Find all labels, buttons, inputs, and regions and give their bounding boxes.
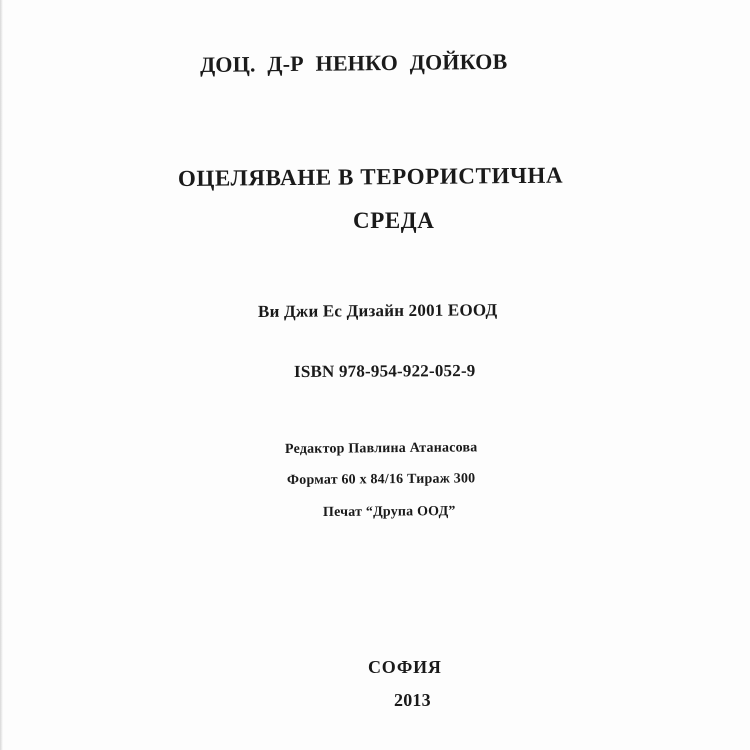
book-title-line-1: ОЦЕЛЯВАНЕ В ТЕРОРИСТИЧНА: [177, 162, 564, 191]
publication-city: СОФИЯ: [368, 657, 442, 677]
publisher-name: Ви Джи Ес Дизайн 2001 ЕООД: [257, 300, 498, 321]
book-author: ДОЦ. Д-Р НЕНКО ДОЙКОВ: [199, 48, 508, 77]
publication-year: 2013: [394, 690, 431, 710]
imprint-print: Печат “Друпа ООД”: [322, 504, 456, 520]
book-title-line-2: СРЕДА: [353, 208, 435, 233]
imprint-format: Формат 60 х 84/16 Тираж 300: [286, 471, 476, 488]
isbn-number: ISBN 978-954-922-052-9: [293, 361, 476, 381]
scan-edge-shadow: [0, 0, 3, 750]
imprint-editor: Редактор Павлина Атанасова: [284, 440, 478, 457]
